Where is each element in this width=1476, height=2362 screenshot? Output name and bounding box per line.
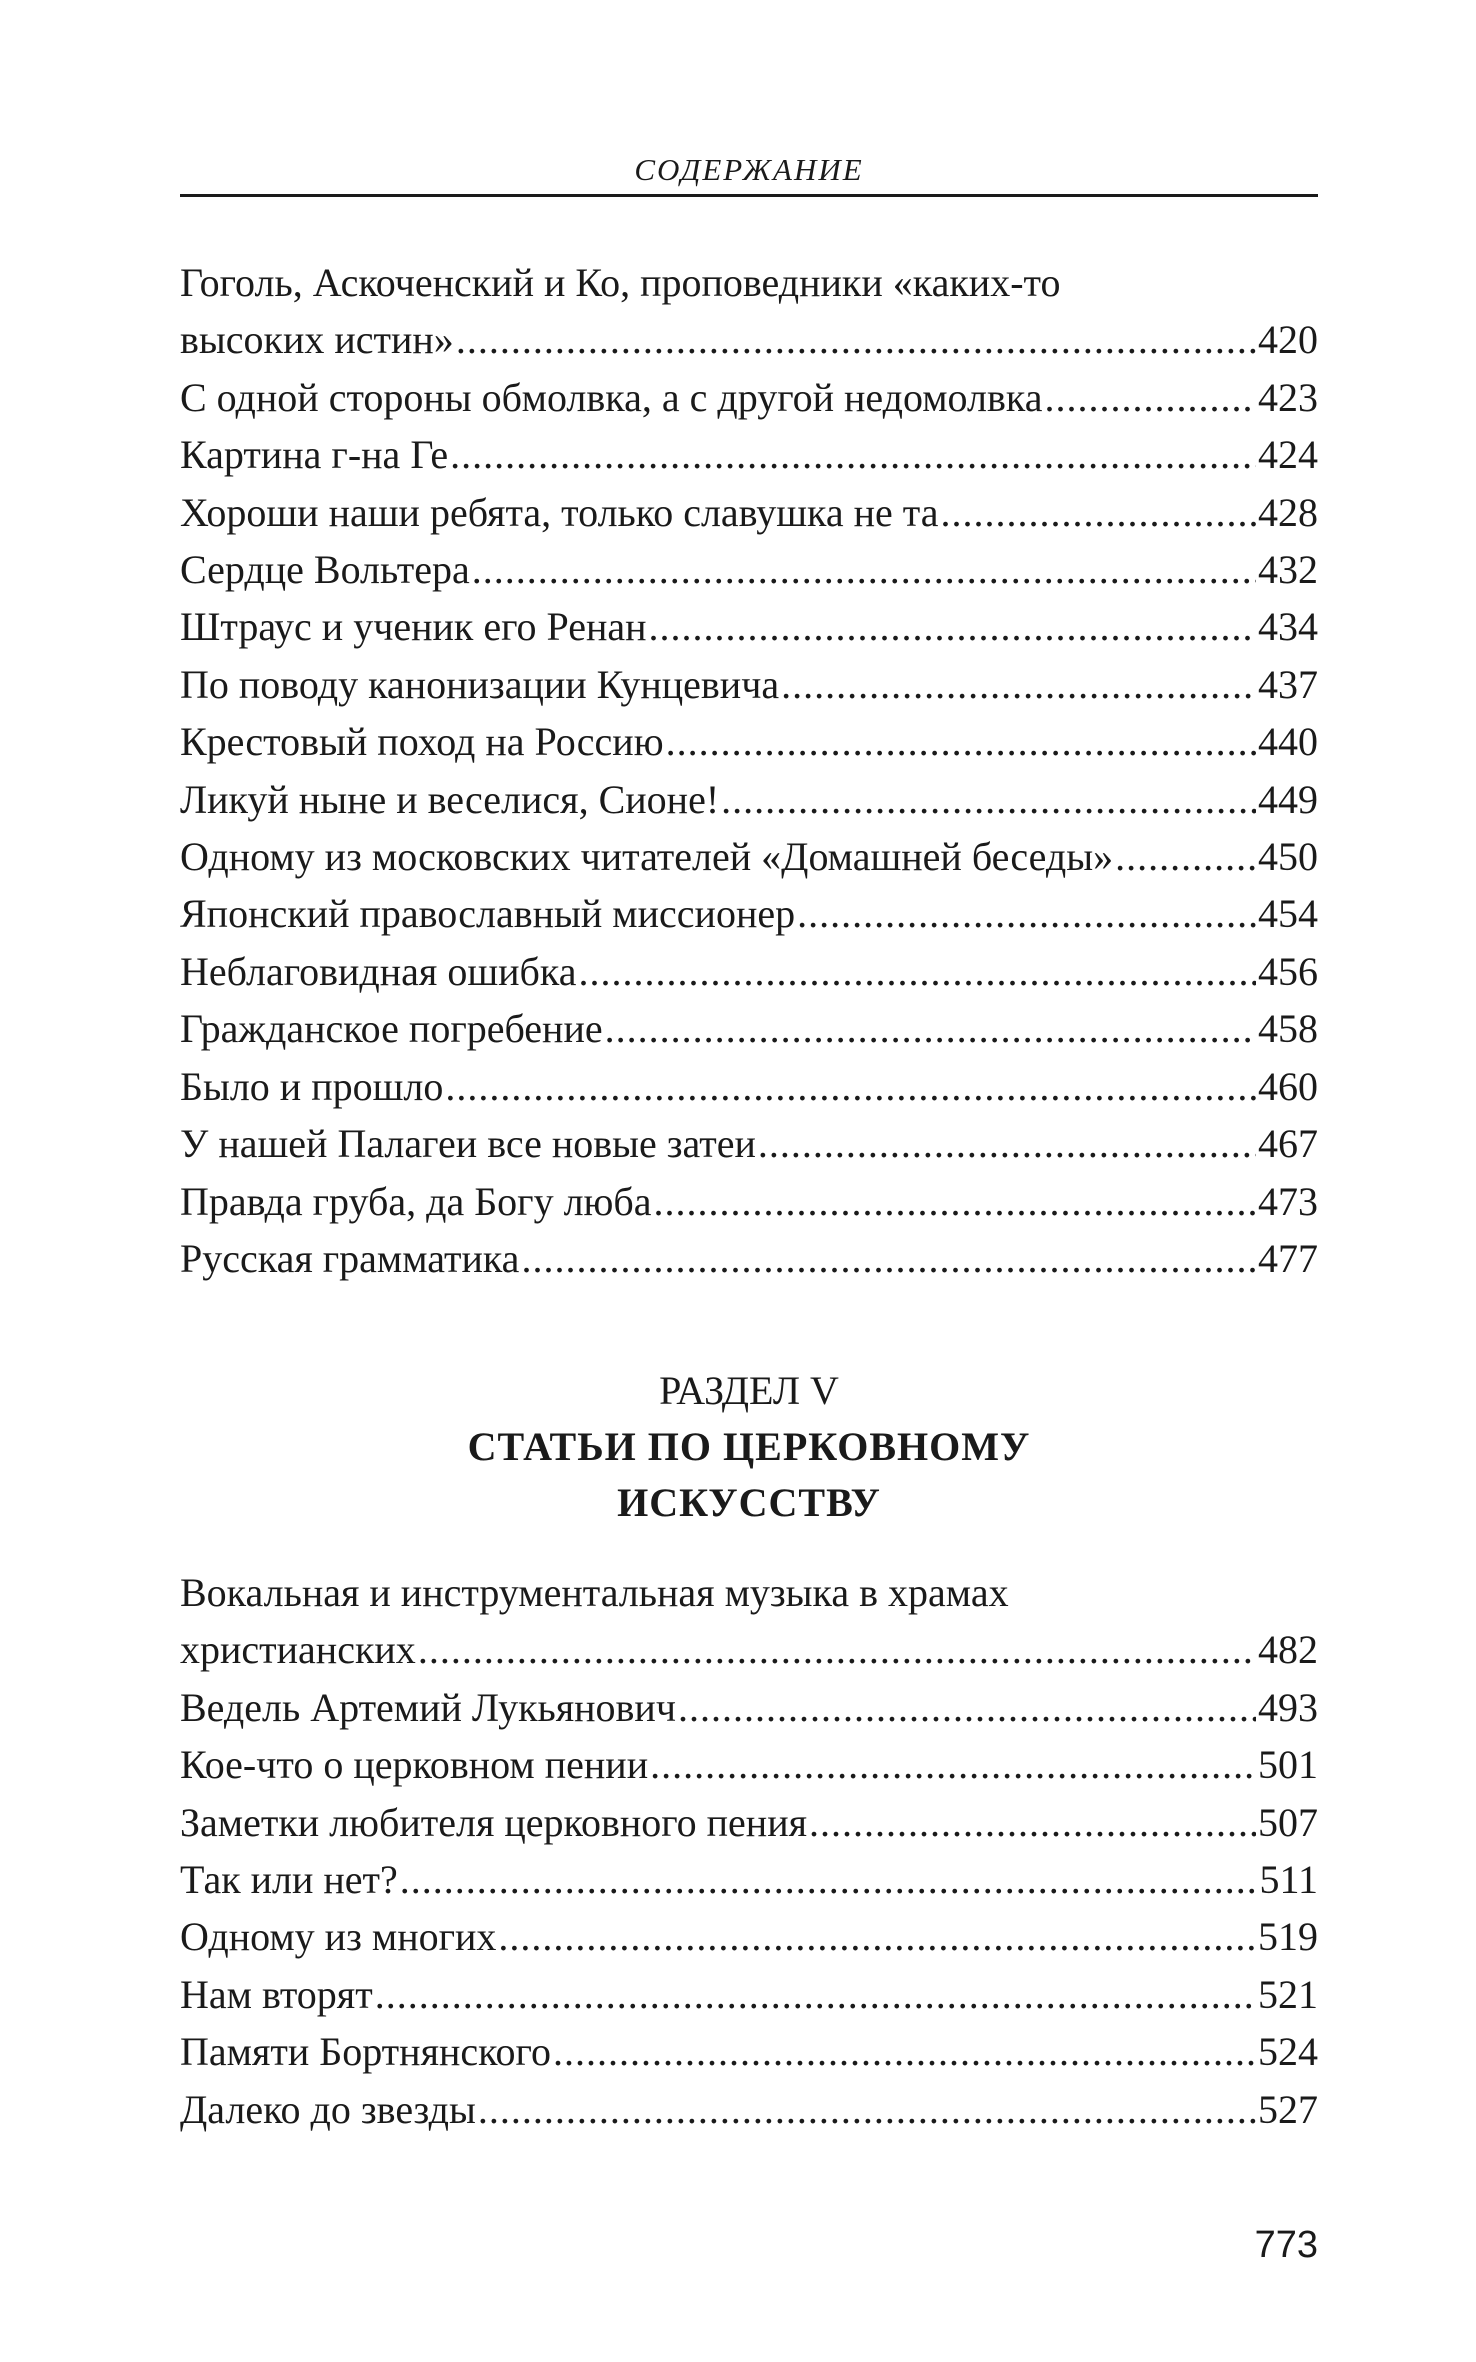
toc-entry-page: 424 xyxy=(1258,432,1318,478)
dot-leader xyxy=(797,885,1256,942)
running-head: СОДЕРЖАНИЕ xyxy=(634,152,864,187)
dot-leader xyxy=(472,541,1256,598)
toc-entry-title: высоких истин» xyxy=(180,317,454,363)
toc-entry-title: Сердце Вольтера xyxy=(180,547,470,593)
toc-entry-page: 437 xyxy=(1258,661,1318,707)
dot-leader xyxy=(809,1794,1256,1851)
toc-entry xyxy=(180,1679,1318,1736)
dot-leader xyxy=(781,656,1256,713)
toc-entry xyxy=(180,1966,1318,2023)
toc-entry xyxy=(180,426,1318,483)
toc-entry-title: Неблаговидная ошибка xyxy=(180,948,577,994)
toc-entry-page: 507 xyxy=(1258,1799,1318,1845)
toc-entry-title: Правда груба, да Богу люба xyxy=(180,1178,652,1224)
toc-entry xyxy=(180,828,1318,885)
dot-leader xyxy=(758,1115,1256,1172)
toc-entry xyxy=(180,1173,1318,1230)
toc-entry xyxy=(180,1621,1318,1678)
toc-entry xyxy=(180,885,1318,942)
page-number: 773 xyxy=(1254,2224,1318,2266)
toc-entry-page: 450 xyxy=(1258,834,1318,880)
toc-entry-page: 428 xyxy=(1258,489,1318,535)
toc-entry-title: Нам вторят xyxy=(180,1971,373,2017)
dot-leader xyxy=(721,771,1256,828)
toc-entry-title: Одному из многих xyxy=(180,1914,497,1960)
toc-entry xyxy=(180,943,1318,1000)
toc-entry-title: По поводу канонизации Кунцевича xyxy=(180,661,780,707)
toc-entry-page: 449 xyxy=(1258,776,1318,822)
toc-entry-page: 477 xyxy=(1258,1235,1318,1281)
toc-entry xyxy=(180,598,1318,655)
toc-entry xyxy=(180,311,1318,368)
dot-leader xyxy=(521,1230,1256,1287)
toc-entry-page: 524 xyxy=(1258,2029,1318,2075)
toc-list-part-b xyxy=(180,1564,1318,2138)
toc-entry-page: 456 xyxy=(1258,948,1318,994)
toc-entry-first-line: Гоголь, Аскоченский и Ко, проповедники «каких-то xyxy=(180,260,1061,305)
dot-leader xyxy=(498,1908,1256,1965)
toc-entry xyxy=(180,713,1318,770)
toc-entry-title: Ведель Артемий Лукьянович xyxy=(180,1684,676,1730)
dot-leader xyxy=(445,1058,1256,1115)
section-title-line-1: СТАТЬИ ПО ЦЕРКОВНОМУ xyxy=(467,1424,1031,1469)
toc-entry-page: 432 xyxy=(1258,547,1318,593)
dot-leader xyxy=(940,484,1256,541)
toc-entry-title: Далеко до звезды xyxy=(180,2086,476,2132)
toc-entry-title: Так или нет? xyxy=(180,1857,398,1903)
toc-entry xyxy=(180,369,1318,426)
toc-entry xyxy=(180,1736,1318,1793)
toc-entry xyxy=(180,1794,1318,1851)
toc-entry-title: Японский православный миссионер xyxy=(180,891,796,937)
toc-entry-page: 527 xyxy=(1258,2086,1318,2132)
toc-entry xyxy=(180,1115,1318,1172)
section-number: РАЗДЕЛ V xyxy=(659,1368,839,1413)
dot-leader xyxy=(1115,828,1256,885)
toc-entry xyxy=(180,1230,1318,1287)
toc-entry-page: 423 xyxy=(1258,374,1318,420)
toc-entry-title: Кое-что о церковном пении xyxy=(180,1742,649,1788)
dot-leader xyxy=(400,1851,1258,1908)
dot-leader xyxy=(605,1000,1256,1057)
toc-entry-title: У нашей Палагеи все новые затеи xyxy=(180,1121,756,1167)
dot-leader xyxy=(678,1679,1256,1736)
toc-entry-page: 420 xyxy=(1258,317,1318,363)
dot-leader xyxy=(1044,369,1256,426)
toc-entry-title: Памяти Бортнянского xyxy=(180,2029,551,2075)
toc-entry-page: 467 xyxy=(1258,1121,1318,1167)
section-title-line-2: ИСКУССТВУ xyxy=(617,1480,881,1525)
dot-leader xyxy=(478,2081,1256,2138)
toc-entry xyxy=(180,771,1318,828)
toc-entry xyxy=(180,1000,1318,1057)
toc-entry xyxy=(180,2023,1318,2080)
toc-entry-page: 454 xyxy=(1258,891,1318,937)
toc-entry-title: Штраус и ученик его Ренан xyxy=(180,604,647,650)
toc-entry xyxy=(180,1908,1318,1965)
dot-leader xyxy=(654,1173,1256,1230)
toc-entry-title: христианских xyxy=(180,1627,416,1673)
toc-entry-title: Русская грамматика xyxy=(180,1235,520,1281)
toc-entry xyxy=(180,484,1318,541)
toc-entry-title: Заметки любителя церковного пения xyxy=(180,1799,808,1845)
toc-entry xyxy=(180,2081,1318,2138)
toc-entry xyxy=(180,541,1318,598)
toc-entry-page: 458 xyxy=(1258,1006,1318,1052)
toc-entry-page: 519 xyxy=(1258,1914,1318,1960)
toc-entry xyxy=(180,656,1318,713)
dot-leader xyxy=(553,2023,1256,2080)
toc-entry xyxy=(180,1058,1318,1115)
dot-leader xyxy=(649,598,1256,655)
dot-leader xyxy=(418,1621,1256,1678)
toc-entry-title: Было и прошло xyxy=(180,1063,444,1109)
toc-entry-page: 482 xyxy=(1258,1627,1318,1673)
toc-entry-page: 473 xyxy=(1258,1178,1318,1224)
toc-entry xyxy=(180,1851,1318,1908)
dot-leader xyxy=(578,943,1256,1000)
toc-entry-first-line: Вокальная и инструментальная музыка в храмах xyxy=(180,1570,1009,1615)
toc-entry-title: Гражданское погребение xyxy=(180,1006,603,1052)
dot-leader xyxy=(456,311,1256,368)
dot-leader xyxy=(450,426,1256,483)
toc-entry-page: 440 xyxy=(1258,719,1318,765)
dot-leader xyxy=(375,1966,1256,2023)
toc-entry-page: 493 xyxy=(1258,1684,1318,1730)
section-heading xyxy=(180,1363,1318,1531)
toc-entry-page: 501 xyxy=(1258,1742,1318,1788)
toc-entry-title: Хороши наши ребята, только славушка не та xyxy=(180,489,939,535)
dot-leader xyxy=(666,713,1256,770)
toc-entry-title: Картина г-на Ге xyxy=(180,432,449,478)
toc-entry-title: Ликуй ныне и веселися, Сионе! xyxy=(180,776,720,822)
toc-entry-title: С одной стороны обмолвка, а с другой недомолвка xyxy=(180,374,1043,420)
toc-list-part-a xyxy=(180,254,1318,1287)
dot-leader xyxy=(650,1736,1256,1793)
toc-entry-title: Одному из московских читателей «Домашней беседы» xyxy=(180,834,1114,880)
toc-entry-page: 434 xyxy=(1258,604,1318,650)
toc-entry-page: 511 xyxy=(1259,1857,1318,1903)
toc-entry-page: 460 xyxy=(1258,1063,1318,1109)
toc-entry-page: 521 xyxy=(1258,1971,1318,2017)
toc-entry-title: Крестовый поход на Россию xyxy=(180,719,664,765)
header-rule xyxy=(180,194,1318,197)
